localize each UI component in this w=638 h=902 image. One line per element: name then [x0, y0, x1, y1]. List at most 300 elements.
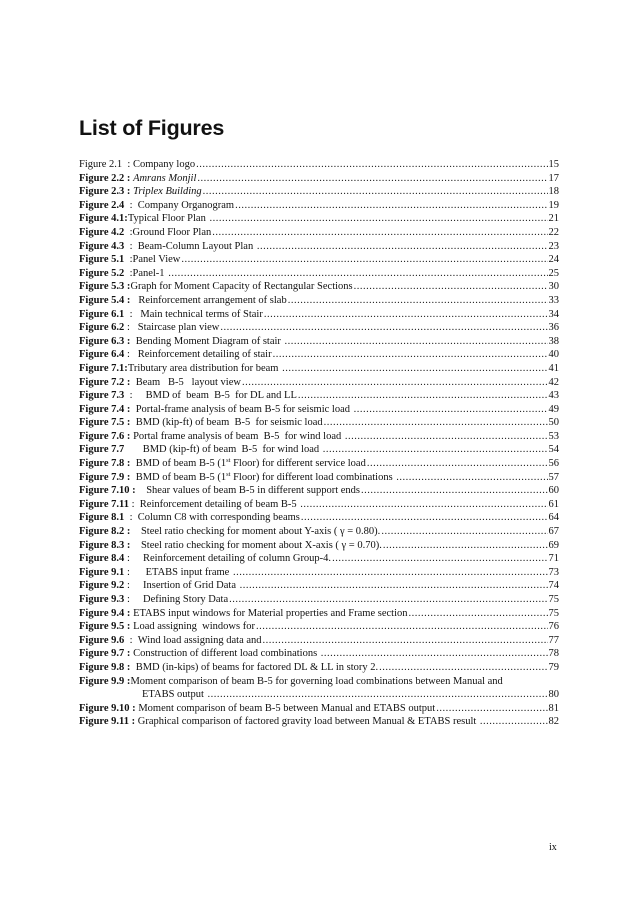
- figure-page-number: 71: [548, 553, 559, 565]
- figure-separator: :: [124, 199, 138, 211]
- figure-title-text: Moment comparison of beam B-5 for governing load combinations between Manual and: [130, 675, 503, 687]
- dot-leader: [208, 688, 548, 702]
- figure-page-number: 75: [548, 594, 559, 605]
- figure-page-number: 57: [548, 471, 559, 483]
- figure-number: Figure 2.1: [79, 159, 123, 170]
- figure-number: Figure 8.4: [79, 553, 125, 565]
- figure-number: Figure 9.2: [79, 580, 125, 592]
- figure-label: [79, 389, 146, 403]
- figure-separator: [130, 540, 141, 551]
- figure-number: Figure 8.1: [79, 512, 125, 524]
- figure-number: Figure 7.1:: [79, 362, 128, 374]
- figure-entry[interactable]: [79, 661, 559, 675]
- figure-page-number: 60: [548, 485, 559, 497]
- dot-leader: [298, 389, 548, 403]
- figure-label: [79, 552, 143, 566]
- figure-title: [143, 443, 322, 457]
- figure-title-text: Reinforcement detailing of column Group-4.: [142, 553, 332, 565]
- figure-label: [79, 158, 133, 172]
- figure-separator: :: [124, 553, 143, 565]
- figure-title: [146, 389, 297, 403]
- figure-title-text: BMD (kip-ft) of beam B-5 for wind load: [142, 444, 322, 456]
- figure-separator: :: [122, 159, 133, 170]
- dot-leader: [285, 335, 548, 349]
- dot-leader: [257, 240, 548, 254]
- figure-title: [141, 539, 382, 553]
- dot-leader: [229, 593, 547, 607]
- page-title: List of Figures: [79, 116, 225, 140]
- figure-title-text: Typical Floor Plan: [127, 213, 209, 225]
- figure-page-number: 49: [548, 403, 559, 415]
- figure-separator: :: [124, 594, 143, 605]
- figure-page-number: 64: [548, 512, 559, 524]
- figure-label: [79, 212, 128, 226]
- figure-page-number: 81: [548, 702, 559, 714]
- dot-leader: [396, 471, 547, 485]
- figure-page-number: 34: [548, 308, 559, 320]
- figure-number: Figure 7.7: [79, 444, 125, 456]
- figure-title: [142, 688, 207, 702]
- figure-title-text: Column C8 with corresponding beams: [137, 512, 300, 524]
- ordinal-suffix: st: [226, 457, 231, 465]
- figure-label: [79, 634, 138, 648]
- figure-entry[interactable]: [79, 376, 559, 390]
- figure-entry[interactable]: [79, 675, 559, 689]
- figure-page-number: 36: [548, 322, 559, 334]
- figure-number: Figure 9.4 :: [79, 607, 131, 619]
- figure-entry[interactable]: [79, 362, 559, 376]
- figure-number: Figure 9.3: [79, 594, 125, 605]
- dot-leader: [354, 280, 548, 294]
- dot-leader: [263, 634, 548, 648]
- dot-leader: [273, 348, 548, 362]
- figure-page-number: 30: [548, 281, 559, 293]
- figure-list: [79, 158, 559, 729]
- figure-label: [79, 185, 133, 199]
- figure-number: Figure 7.6 :: [79, 430, 131, 442]
- figure-number: Figure 6.1: [79, 308, 125, 320]
- figure-page-number: 80: [548, 689, 559, 701]
- figure-entry[interactable]: [79, 566, 559, 580]
- figure-page-number: 43: [548, 390, 559, 402]
- figure-title: [133, 172, 196, 186]
- figure-label: [79, 715, 138, 729]
- figure-title: [128, 362, 281, 376]
- dot-leader: [233, 566, 548, 580]
- figure-number: Figure 5.4 :: [79, 294, 131, 306]
- figure-page-number: 73: [548, 566, 559, 578]
- figure-separator: :: [124, 349, 138, 361]
- figure-number: Figure 9.5 :: [79, 621, 131, 633]
- figure-page-number: 69: [548, 539, 559, 551]
- figure-label: [79, 471, 136, 485]
- figure-page-number: 74: [548, 580, 559, 592]
- figure-label: [79, 539, 141, 553]
- figure-title: [143, 579, 239, 593]
- figure-label: [79, 199, 138, 213]
- figure-number: Figure 9.10 :: [79, 702, 136, 714]
- figure-entry[interactable]: [79, 593, 559, 607]
- dot-leader: [242, 376, 548, 390]
- figure-separator: :: [128, 498, 140, 510]
- figure-number: Figure 9.7 :: [79, 648, 131, 660]
- page-number: ix: [549, 842, 557, 853]
- figure-number: Figure 7.5 :: [79, 417, 131, 429]
- figure-title-text: Beam B-5 layout view: [135, 376, 241, 388]
- dot-leader: [282, 362, 547, 376]
- figure-label: [79, 430, 133, 444]
- figure-title-text: Ground Floor Plan: [132, 226, 212, 238]
- figure-label: [79, 348, 138, 362]
- figure-entry[interactable]: [79, 620, 559, 634]
- figure-label: [79, 484, 146, 498]
- dot-leader: [409, 607, 548, 621]
- figure-title: [140, 498, 300, 512]
- figure-title: [138, 511, 300, 525]
- figure-entry[interactable]: [79, 525, 559, 539]
- figure-title: [133, 185, 202, 199]
- dot-leader: [323, 443, 548, 457]
- figure-title: [130, 675, 502, 689]
- figure-number: Figure 5.2: [79, 267, 125, 279]
- figure-separator: :: [124, 308, 141, 320]
- figure-entry[interactable]: [79, 212, 559, 226]
- dot-leader: [300, 498, 547, 512]
- figure-title: [146, 566, 232, 580]
- figure-number: Figure 4.3: [79, 240, 125, 252]
- figure-entry[interactable]: [79, 253, 559, 267]
- figure-title: [136, 471, 396, 485]
- figure-title-text: Staircase plan view: [137, 322, 220, 334]
- figure-number: Figure 9.1: [79, 566, 125, 578]
- figure-page-number: 77: [548, 634, 559, 646]
- figure-title: [138, 634, 262, 648]
- figure-entry[interactable]: [79, 335, 559, 349]
- dot-leader: [209, 212, 547, 226]
- dot-leader: [168, 267, 547, 281]
- figure-page-number: 67: [548, 526, 559, 538]
- figure-title-text: Insertion of Grid Data: [142, 580, 239, 592]
- dot-leader: [196, 158, 547, 172]
- figure-number: Figure 9.8 :: [79, 661, 131, 673]
- figure-title: [138, 348, 272, 362]
- figure-title: [138, 199, 234, 213]
- figure-entry[interactable]: [79, 348, 559, 362]
- figure-number: Figure 8.3 :: [79, 539, 131, 551]
- figure-entry[interactable]: [79, 240, 559, 254]
- figure-entry[interactable]: [79, 702, 559, 716]
- figure-label: [79, 362, 128, 376]
- dot-leader: [264, 308, 548, 322]
- figure-title: [136, 335, 284, 349]
- figure-entry[interactable]: [79, 294, 559, 308]
- figure-number: Figure 7.8 :: [79, 458, 131, 470]
- figure-title: [146, 484, 360, 498]
- figure-number: Figure 9.6: [79, 634, 125, 646]
- figure-title-text: BMD of beam B-5 (1: [135, 458, 227, 470]
- figure-title: [133, 158, 195, 172]
- figure-title: [130, 280, 352, 294]
- figure-separator: [136, 485, 147, 496]
- figure-entry[interactable]: [79, 552, 559, 566]
- figure-title-text: Bending Moment Diagram of stair: [135, 335, 284, 347]
- figure-entry[interactable]: [79, 471, 559, 485]
- figure-entry[interactable]: [79, 185, 559, 199]
- dot-leader: [321, 647, 548, 661]
- figure-entry[interactable]: [79, 579, 559, 593]
- figure-title-text: Portal frame analysis of beam B-5 for wind load: [133, 430, 344, 442]
- dot-leader: [301, 511, 548, 525]
- figure-label: [79, 566, 146, 580]
- figure-title-text: Wind load assigning data and: [137, 634, 262, 646]
- figure-title: [132, 253, 180, 267]
- dot-leader: [332, 552, 547, 566]
- figure-title-text: Load assigning windows for: [133, 621, 255, 633]
- figure-entry[interactable]: [79, 511, 559, 525]
- figure-label: [79, 267, 132, 281]
- figure-title-text: ETABS input windows for Material properties and Frame section: [133, 607, 408, 619]
- figure-label: [79, 280, 130, 294]
- figure-page-number: 17: [548, 172, 559, 184]
- figure-entry[interactable]: [79, 403, 559, 417]
- figure-label: [79, 335, 136, 349]
- figure-number: Figure 2.4: [79, 199, 125, 211]
- figure-label: [79, 403, 136, 417]
- figure-separator: :: [124, 512, 138, 524]
- dot-leader: [361, 484, 547, 498]
- figure-entry[interactable]: [79, 389, 559, 403]
- figure-number: Figure 7.3: [79, 390, 125, 402]
- figure-title-text: Reinforcement detailing of beam B-5: [139, 498, 300, 510]
- figure-label: [79, 525, 141, 539]
- figure-page-number: 33: [548, 294, 559, 306]
- figure-page-number: 18: [548, 186, 559, 198]
- figure-number: Figure 6.2: [79, 322, 125, 334]
- figure-title: [138, 294, 286, 308]
- figure-label: [79, 620, 133, 634]
- dot-leader: [212, 226, 547, 240]
- figure-page-number: 61: [548, 498, 559, 510]
- figure-page-number: 22: [548, 226, 559, 238]
- figure-title: [138, 715, 479, 729]
- figure-title-text: Moment comparison of beam B-5 between Manual and ETABS output: [138, 702, 436, 714]
- figure-title: [136, 661, 378, 675]
- figure-separator: [130, 295, 138, 306]
- figure-title: [132, 267, 167, 281]
- figure-number: Figure 7.9 :: [79, 471, 131, 483]
- figure-title-rest: Floor) for different load combinations: [230, 471, 396, 483]
- figure-title-text: Reinforcement detailing of stair: [137, 349, 272, 361]
- figure-entry[interactable]: [79, 199, 559, 213]
- figure-title-text: BMD of beam B-5 for DL and LL: [145, 390, 297, 402]
- figure-entry[interactable]: [79, 443, 559, 457]
- figure-label: [79, 240, 138, 254]
- figure-page-number: 50: [548, 417, 559, 429]
- figure-separator: :: [124, 390, 146, 402]
- figure-entry[interactable]: [79, 715, 559, 729]
- figure-title-text: ETABS output: [142, 689, 207, 701]
- figure-label: [79, 321, 138, 335]
- figure-page-number: 82: [548, 716, 559, 728]
- figure-number: Figure 5.1: [79, 254, 125, 266]
- figure-separator: :: [124, 566, 146, 578]
- figure-entry[interactable]: [79, 647, 559, 661]
- figure-title-text: Portal-frame analysis of beam B-5 for seismic load: [135, 403, 353, 415]
- figure-entry[interactable]: [79, 226, 559, 240]
- figure-title: [133, 607, 407, 621]
- dot-leader: [181, 253, 547, 267]
- figure-label: [79, 376, 136, 390]
- figure-number: Figure 7.4 :: [79, 403, 131, 415]
- dot-leader: [256, 620, 548, 634]
- figure-title-text: BMD (kip-ft) of beam B-5 for seismic load: [135, 417, 323, 429]
- figure-title: [136, 416, 323, 430]
- figure-page-number: 56: [548, 458, 559, 470]
- figure-title-text: Steel ratio checking for moment about X-axis ( γ = 0.70).: [140, 539, 382, 551]
- figure-title-text: Amrans Monjil: [133, 172, 197, 184]
- dot-leader: [197, 172, 547, 186]
- figure-separator: [124, 444, 142, 455]
- figure-label: [79, 579, 143, 593]
- figure-entry[interactable]: [79, 158, 559, 172]
- figure-entry[interactable]: [79, 688, 559, 702]
- figure-page-number: 40: [548, 349, 559, 361]
- dot-leader: [288, 294, 548, 308]
- figure-entry[interactable]: [79, 267, 559, 281]
- figure-number: Figure 7.10 :: [79, 485, 136, 497]
- dot-leader: [381, 525, 547, 539]
- figure-page-number: 53: [548, 430, 559, 442]
- figure-page-number: 42: [548, 376, 559, 388]
- figure-number: Figure 6.4: [79, 349, 125, 361]
- figure-entry[interactable]: [79, 430, 559, 444]
- figure-entry[interactable]: [79, 607, 559, 621]
- figure-title-text: BMD of beam B-5 (1: [135, 471, 227, 483]
- figure-page-number: 75: [548, 607, 559, 619]
- figure-page-number: 38: [548, 335, 559, 347]
- figure-label: [79, 593, 143, 607]
- figure-label: [79, 443, 143, 457]
- figure-page-number: 76: [548, 621, 559, 633]
- figure-title: [141, 525, 380, 539]
- figure-title-text: Reinforcement arrangement of slab: [138, 294, 287, 306]
- figure-entry[interactable]: [79, 484, 559, 498]
- figure-label: [79, 647, 133, 661]
- figure-number: Figure 6.3 :: [79, 335, 131, 347]
- figure-separator: [130, 526, 141, 537]
- dot-leader: [203, 185, 548, 199]
- figure-entry[interactable]: [79, 634, 559, 648]
- dot-leader: [235, 199, 547, 213]
- dot-leader: [367, 457, 548, 471]
- figure-title-rest: Floor) for different service load: [230, 458, 366, 470]
- figure-page-number: 78: [548, 648, 559, 660]
- figure-number: Figure 8.2 :: [79, 526, 131, 538]
- figure-title: [143, 552, 331, 566]
- figure-separator: :: [124, 240, 138, 252]
- figure-title: [136, 403, 353, 417]
- figure-title-text: Company logo: [132, 159, 196, 170]
- figure-entry[interactable]: [79, 280, 559, 294]
- figure-label: [79, 498, 140, 512]
- figure-entry[interactable]: [79, 457, 559, 471]
- figure-label: [79, 253, 132, 267]
- figure-title-text: Main technical terms of Stair: [140, 308, 263, 320]
- figure-number: Figure 4.2: [79, 226, 125, 238]
- figure-entry[interactable]: [79, 308, 559, 322]
- figure-title-text: Graphical comparison of factored gravity load between Manual & ETABS result: [137, 716, 479, 728]
- figure-separator: :: [124, 322, 138, 334]
- figure-label: [79, 675, 130, 689]
- dot-leader: [480, 715, 548, 729]
- dot-leader: [324, 416, 548, 430]
- figure-entry[interactable]: [79, 172, 559, 186]
- figure-page-number: 41: [548, 362, 559, 374]
- figure-page-number: 23: [548, 240, 559, 252]
- figure-number: Figure 5.3 :: [79, 281, 131, 293]
- figure-title: [128, 212, 209, 226]
- figure-page-number: 79: [548, 661, 559, 673]
- figure-title-text: ETABS input frame: [145, 566, 232, 578]
- dot-leader: [354, 403, 548, 417]
- figure-title: [133, 620, 255, 634]
- figure-title-text: Panel-1: [132, 267, 168, 279]
- figure-label: [79, 661, 136, 675]
- dot-leader: [220, 321, 547, 335]
- figure-title: [132, 226, 211, 240]
- figure-entry[interactable]: [79, 498, 559, 512]
- figure-title: [136, 376, 241, 390]
- figure-title: [133, 430, 344, 444]
- figure-title-text: Shear values of beam B-5 in different support ends: [146, 485, 361, 497]
- figure-title-text: Steel ratio checking for moment about Y-axis ( γ = 0.80).: [140, 526, 381, 538]
- figure-label: [79, 511, 138, 525]
- figure-title: [138, 240, 256, 254]
- figure-label: [79, 607, 133, 621]
- figure-separator: :: [124, 634, 138, 646]
- figure-page-number: 25: [548, 267, 559, 279]
- figure-label: [79, 702, 138, 716]
- figure-page-number: 24: [548, 254, 559, 266]
- figure-title-text: Triplex Building: [133, 186, 202, 198]
- figure-title-text: BMD (in-kips) of beams for factored DL & LL in story 2.: [135, 661, 379, 673]
- dot-leader: [379, 661, 547, 675]
- figure-entry[interactable]: [79, 321, 559, 335]
- figure-title-text: Panel View: [132, 254, 181, 266]
- figure-title-text: Graph for Moment Capacity of Rectangular Sections: [130, 281, 353, 293]
- figure-entry[interactable]: [79, 416, 559, 430]
- figure-title: [140, 308, 262, 322]
- dot-leader: [345, 430, 548, 444]
- ordinal-suffix: st: [226, 470, 231, 478]
- figure-label: [79, 308, 140, 322]
- figure-title: [133, 647, 320, 661]
- figure-separator: :: [124, 226, 133, 238]
- figure-number: Figure 7.2 :: [79, 376, 131, 388]
- figure-entry[interactable]: [79, 539, 559, 553]
- dot-leader: [436, 702, 547, 716]
- figure-page-number: 54: [548, 444, 559, 456]
- figure-separator: :: [124, 580, 143, 592]
- figure-label: [79, 172, 133, 186]
- figure-separator: :: [124, 267, 133, 279]
- figure-separator: :: [124, 254, 133, 266]
- figure-title: [136, 457, 366, 471]
- figure-title-text: Beam-Column Layout Plan: [137, 240, 256, 252]
- figure-number: Figure 7.11: [79, 498, 129, 510]
- figure-label: [79, 294, 138, 308]
- figure-title-text: Tributary area distribution for beam: [127, 362, 282, 374]
